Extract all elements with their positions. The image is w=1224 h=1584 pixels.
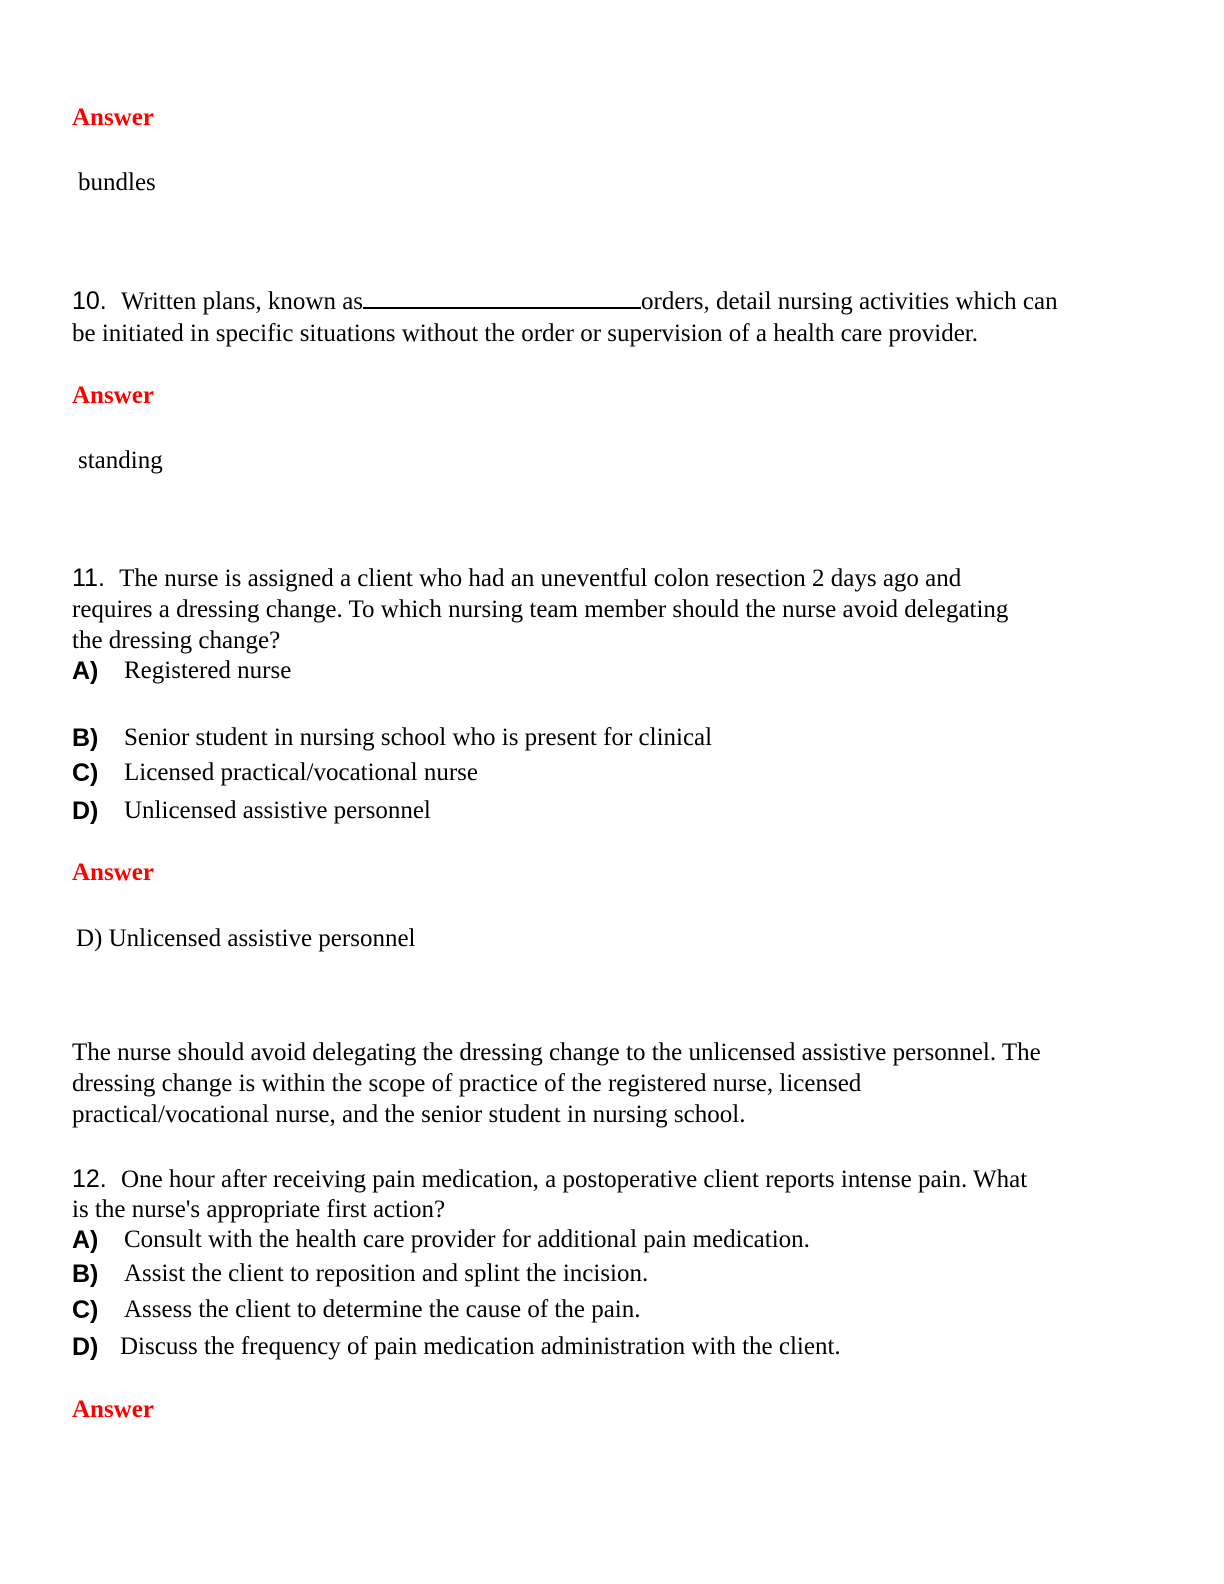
option-d-letter: D) [72, 797, 99, 825]
explanation-line: practical/vocational nurse, and the senior student in nursing school. [72, 1101, 746, 1128]
option-a-text: Registered nurse [124, 657, 292, 684]
option-c-letter: C) [72, 1296, 99, 1324]
option-a-letter: A) [72, 657, 99, 685]
option-b-text: Senior student in nursing school who is present for clinical [124, 724, 713, 751]
fill-in-blank [363, 289, 641, 309]
option-d-text: Discuss the frequency of pain medication administration with the client. [120, 1333, 841, 1360]
option-d-letter: D) [72, 1333, 99, 1361]
option-c-letter: C) [72, 759, 99, 787]
question-11-line-2: requires a dressing change. To which nursing team member should the nurse avoid delegating [72, 596, 1009, 623]
question-text: orders, detail nursing activities which can [641, 288, 1058, 315]
question-text: Written plans, known as [121, 288, 364, 315]
option-d-text: Unlicensed assistive personnel [124, 797, 431, 824]
question-12-line-1 [72, 1164, 1027, 1195]
answer-label: Answer [72, 382, 154, 409]
question-11-line-1 [72, 563, 961, 594]
option-a-letter: A) [72, 1226, 99, 1254]
option-a-text: Consult with the health care provider for additional pain medication. [124, 1226, 810, 1253]
answer-label: Answer [72, 104, 154, 131]
answer-text: D) Unlicensed assistive personnel [76, 925, 416, 952]
option-b-letter: B) [72, 1260, 99, 1288]
option-b-text: Assist the client to reposition and splint the incision. [124, 1260, 649, 1287]
question-text: One hour after receiving pain medication, a postoperative client reports intense pain. What [121, 1166, 1028, 1193]
answer-label: Answer [72, 1396, 154, 1423]
explanation-line: dressing change is within the scope of practice of the registered nurse, licensed [72, 1070, 862, 1097]
question-11-line-3: the dressing change? [72, 627, 281, 654]
question-number: 10. [72, 287, 107, 315]
question-text: The nurse is assigned a client who had an uneventful colon resection 2 days ago and [119, 565, 962, 592]
answer-label: Answer [72, 859, 154, 886]
answer-text: standing [78, 447, 163, 474]
question-number: 11. [72, 564, 105, 592]
question-12-line-2: is the nurse's appropriate first action? [72, 1196, 446, 1223]
question-10-line-1 [72, 286, 1058, 317]
option-b-letter: B) [72, 724, 99, 752]
explanation-line: The nurse should avoid delegating the dressing change to the unlicensed assistive personnel. The [72, 1039, 1041, 1066]
question-10-line-2: be initiated in specific situations without the order or supervision of a health care provider. [72, 320, 978, 347]
option-c-text: Assess the client to determine the cause of the pain. [124, 1296, 641, 1323]
question-number: 12. [72, 1165, 107, 1193]
option-c-text: Licensed practical/vocational nurse [124, 759, 479, 786]
answer-text: bundles [78, 169, 156, 196]
